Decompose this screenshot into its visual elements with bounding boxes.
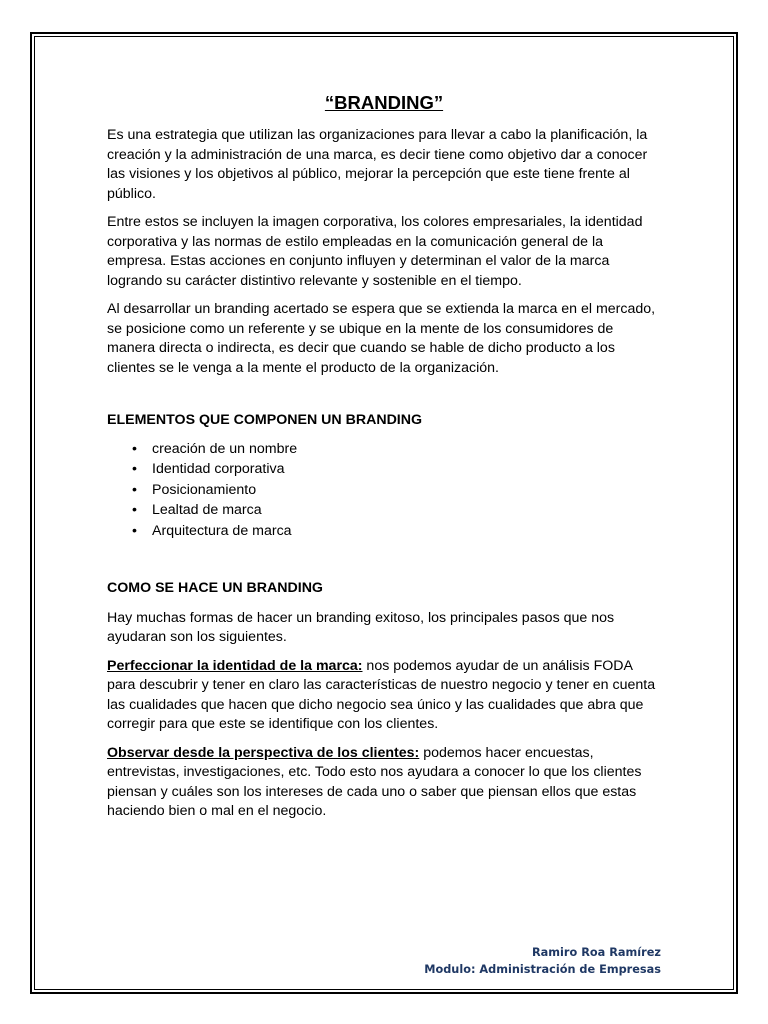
step-text-2: podemos hacer encuestas, entrevistas, investigaciones, etc. Todo esto nos ayudara a conocer lo que los clientes piensan y cuáles son los intereses de cada uno o saber que piensan ellos que estas haciendo bien o mal en el negocio. [107,744,642,819]
list-item: • Lealtad de marca [152,500,661,521]
elements-list [107,439,661,542]
intro-paragraph-3: Al desarrollar un branding acertado se espera que se extienda la marca en el mercado, se posicione como un referente y se ubique en la mente de los consumidores de manera directa o indirecta, es decir que cuando se hable de dicho producto a los clientes se le venga a la mente el producto de la organización. [107,301,656,376]
step-paragraph-1 [107,657,661,735]
list-item: • Posicionamiento [152,480,661,501]
footer-module: Modulo: Administración de Empresas [424,963,661,976]
footer [424,944,661,978]
step-text-1: nos podemos ayudar de un análisis FODA para descubrir y tener en claro las características de nuestro negocio y tener en cuenta las cualidades que hacen que dicho negocio sea único y las cualidades que abra que corregir para que este se identifique con los clientes. [107,657,656,732]
elements-heading: ELEMENTOS QUE COMPONEN UN BRANDING [107,412,423,428]
step-lead-2: Observar desde la perspectiva de los clientes: [107,744,420,761]
intro-paragraph-1: Es una estrategia que utilizan las organizaciones para llevar a cabo la planificación, la creación y la administración de una marca, es decir tiene como objetivo dar a conocer las visiones y los objetivos al público, mejorar la percepción que este tiene frente al público. [107,127,648,202]
list-item: • creación de un nombre [152,439,661,460]
document-title: “BRANDING” [324,92,444,113]
how-intro-paragraph: Hay muchas formas de hacer un branding exitoso, los principales pasos que nos ayudaran son los siguientes. [107,609,615,645]
document-body [107,90,661,831]
footer-author: Ramiro Roa Ramírez [531,946,661,959]
intro-paragraph-2: Entre estos se incluyen la imagen corporativa, los colores empresariales, la identidad corporativa y las normas de estilo empleadas en la comunicación general de la empresa. Estas acciones en conjunto influyen y determinan el valor de la marca logrando su carácter distintivo relevante y sostenible en el tiempo. [107,214,643,289]
step-lead-1: Perfeccionar la identidad de la marca: [107,657,363,674]
how-heading: COMO SE HACE UN BRANDING [107,580,323,596]
list-item: • Identidad corporativa [152,459,661,480]
list-item: • Arquitectura de marca [152,521,661,542]
step-paragraph-2 [107,744,661,822]
